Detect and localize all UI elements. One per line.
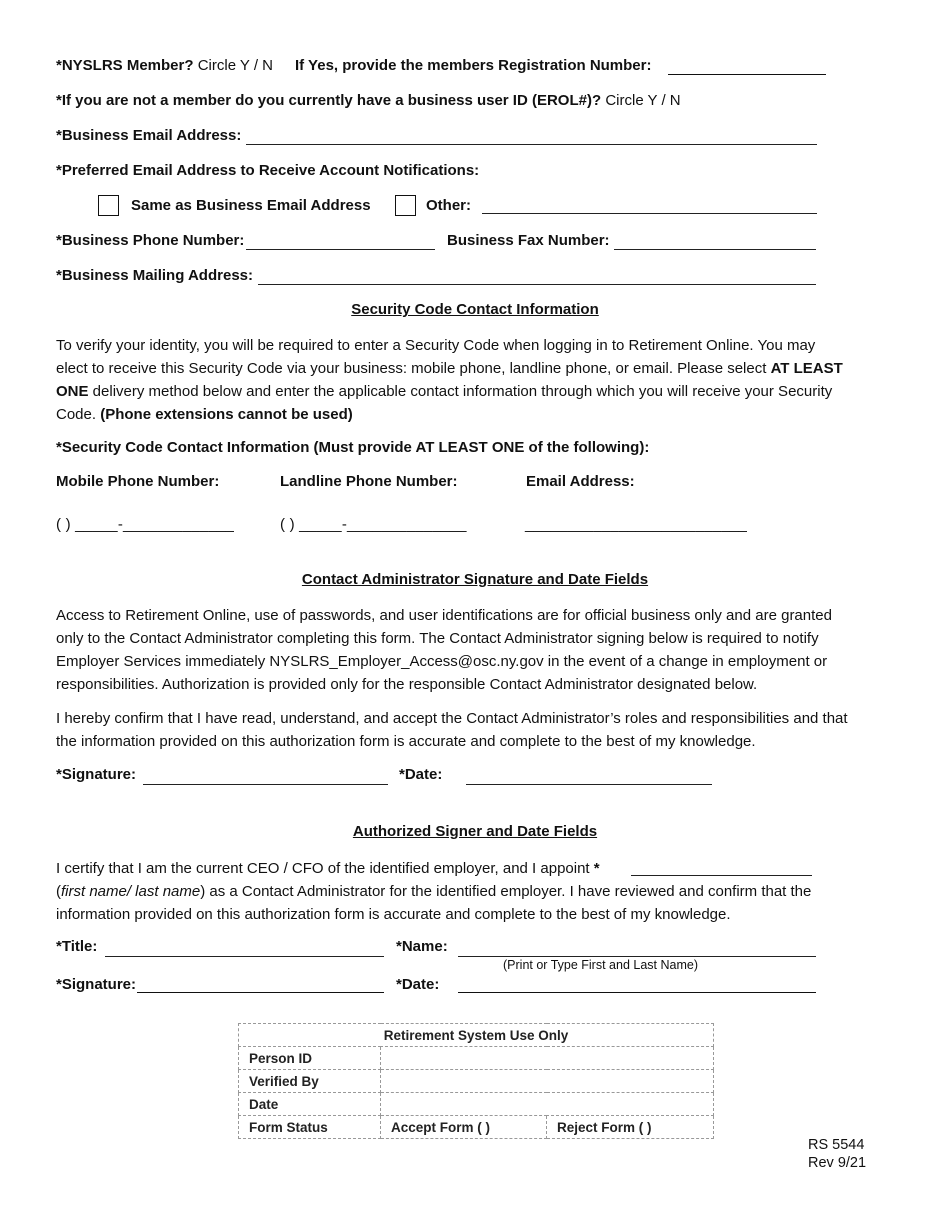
mobile-phone-field[interactable]: ( ) _____-_____________	[56, 516, 235, 533]
signer-date-field[interactable]	[458, 992, 816, 993]
mobile-phone-label: Mobile Phone Number:	[56, 473, 220, 490]
registration-label: If Yes, provide the members Registration Number:	[295, 57, 652, 74]
admin-signature-field[interactable]	[143, 784, 388, 785]
admin-signature-label: *Signature:	[56, 766, 137, 783]
mailing-address-field[interactable]	[258, 284, 816, 285]
office-use-table	[238, 1023, 714, 1139]
signer-date-label: *Date:	[396, 976, 440, 993]
reject-form-option[interactable]: Reject Form ( )	[547, 1116, 714, 1139]
signer-signature-label: *Signature:	[56, 976, 137, 993]
title-label: *Title:	[56, 938, 98, 955]
appointee-name-field[interactable]	[631, 875, 812, 876]
table-row	[239, 1047, 714, 1070]
authorized-heading: Authorized Signer and Date Fields	[352, 823, 598, 840]
contact-admin-paragraph: Access to Retirement Online, use of passwords, and user identifications are for official business only and are granted only to the Contact Administrator completing this form. The Contact Administrator signing below is required to notify Employer Services immediately NYSLRS_Employer_Access@osc.ny.gov in the event of a change in employment or responsibilities. Authorization is provided only for the responsible Contact Administrator designated below.	[56, 607, 832, 693]
email-address-label: Email Address:	[526, 473, 635, 490]
business-phone-label: *Business Phone Number:	[56, 232, 245, 249]
signer-name-field[interactable]	[458, 956, 816, 957]
business-phone-field[interactable]	[246, 249, 435, 250]
confirm-paragraph: I hereby confirm that I have read, understand, and accept the Contact Administrator’s roles and responsibilities and that the information provided on this authorization form is accurate and complete to the best of my knowledge.	[56, 710, 848, 750]
registration-number-field[interactable]	[668, 74, 826, 75]
erol-label: *If you are not a member do you currently have a business user ID (EROL#)?	[56, 92, 602, 109]
form-status-label: Form Status	[239, 1116, 381, 1139]
table-row	[239, 1093, 714, 1116]
business-email-label: *Business Email Address:	[56, 127, 242, 144]
date-value[interactable]	[381, 1093, 714, 1116]
other-email-field[interactable]	[482, 213, 817, 214]
admin-date-label: *Date:	[399, 766, 443, 783]
member-question	[56, 57, 273, 74]
verified-by-value[interactable]	[381, 1070, 714, 1093]
security-required-label: *Security Code Contact Information (Must provide AT LEAST ONE of the following):	[56, 439, 650, 456]
signer-signature-field[interactable]	[137, 992, 384, 993]
table-row	[239, 1070, 714, 1093]
table-row	[239, 1116, 714, 1139]
admin-date-field[interactable]	[466, 784, 712, 785]
date-label: Date	[239, 1093, 381, 1116]
name-label: *Name:	[396, 938, 448, 955]
accept-form-option[interactable]: Accept Form ( )	[381, 1116, 547, 1139]
security-paragraph: To verify your identity, you will be required to enter a Security Code when logging in to Retirement Online. You may elect to receive this Security Code via your business: mobile phone, landline phone, or email. Please select AT LEAST ONE delivery method below and enter the applicable contact information through which you will receive your Security Code. (Phone extensions cannot be used)	[56, 337, 843, 423]
verified-by-label: Verified By	[239, 1070, 381, 1093]
form-revision: Rev 9/21	[808, 1155, 867, 1171]
person-id-value[interactable]	[381, 1047, 714, 1070]
member-label: *NYSLRS Member?	[56, 57, 194, 74]
erol-circle: Circle Y / N	[605, 92, 681, 109]
mailing-address-label: *Business Mailing Address:	[56, 267, 253, 284]
authorized-paragraph: I certify that I am the current CEO / CFO of the identified employer, and I appoint * (first name/ last name) as a Contact Administrator for the identified employer. I have reviewed and confirm that the information provided on this authorization form is accurate and complete to the best of my knowledge.	[56, 860, 812, 923]
landline-phone-field[interactable]: ( ) _____-______________	[280, 516, 467, 533]
other-email-checkbox[interactable]	[395, 195, 416, 216]
same-as-business-checkbox[interactable]	[98, 195, 119, 216]
other-email-label: Other:	[426, 197, 471, 214]
landline-phone-label: Landline Phone Number:	[280, 473, 458, 490]
title-field[interactable]	[105, 956, 384, 957]
business-email-field[interactable]	[246, 144, 817, 145]
person-id-label: Person ID	[239, 1047, 381, 1070]
table-row	[239, 1024, 714, 1047]
erol-question	[56, 92, 681, 109]
office-use-header: Retirement System Use Only	[239, 1024, 714, 1047]
member-circle: Circle Y / N	[197, 57, 274, 74]
form-number: RS 5544	[808, 1137, 865, 1153]
business-fax-label: Business Fax Number:	[447, 232, 610, 249]
security-heading: Security Code Contact Information	[351, 301, 599, 318]
name-hint: (Print or Type First and Last Name)	[503, 958, 698, 972]
form-footer	[808, 1136, 866, 1172]
contact-admin-heading: Contact Administrator Signature and Date Fields	[301, 571, 649, 588]
business-fax-field[interactable]	[614, 249, 816, 250]
same-as-business-label: Same as Business Email Address	[131, 197, 371, 214]
security-email-field[interactable]: __________________________	[525, 516, 748, 533]
preferred-email-label: *Preferred Email Address to Receive Account Notifications:	[56, 162, 480, 179]
